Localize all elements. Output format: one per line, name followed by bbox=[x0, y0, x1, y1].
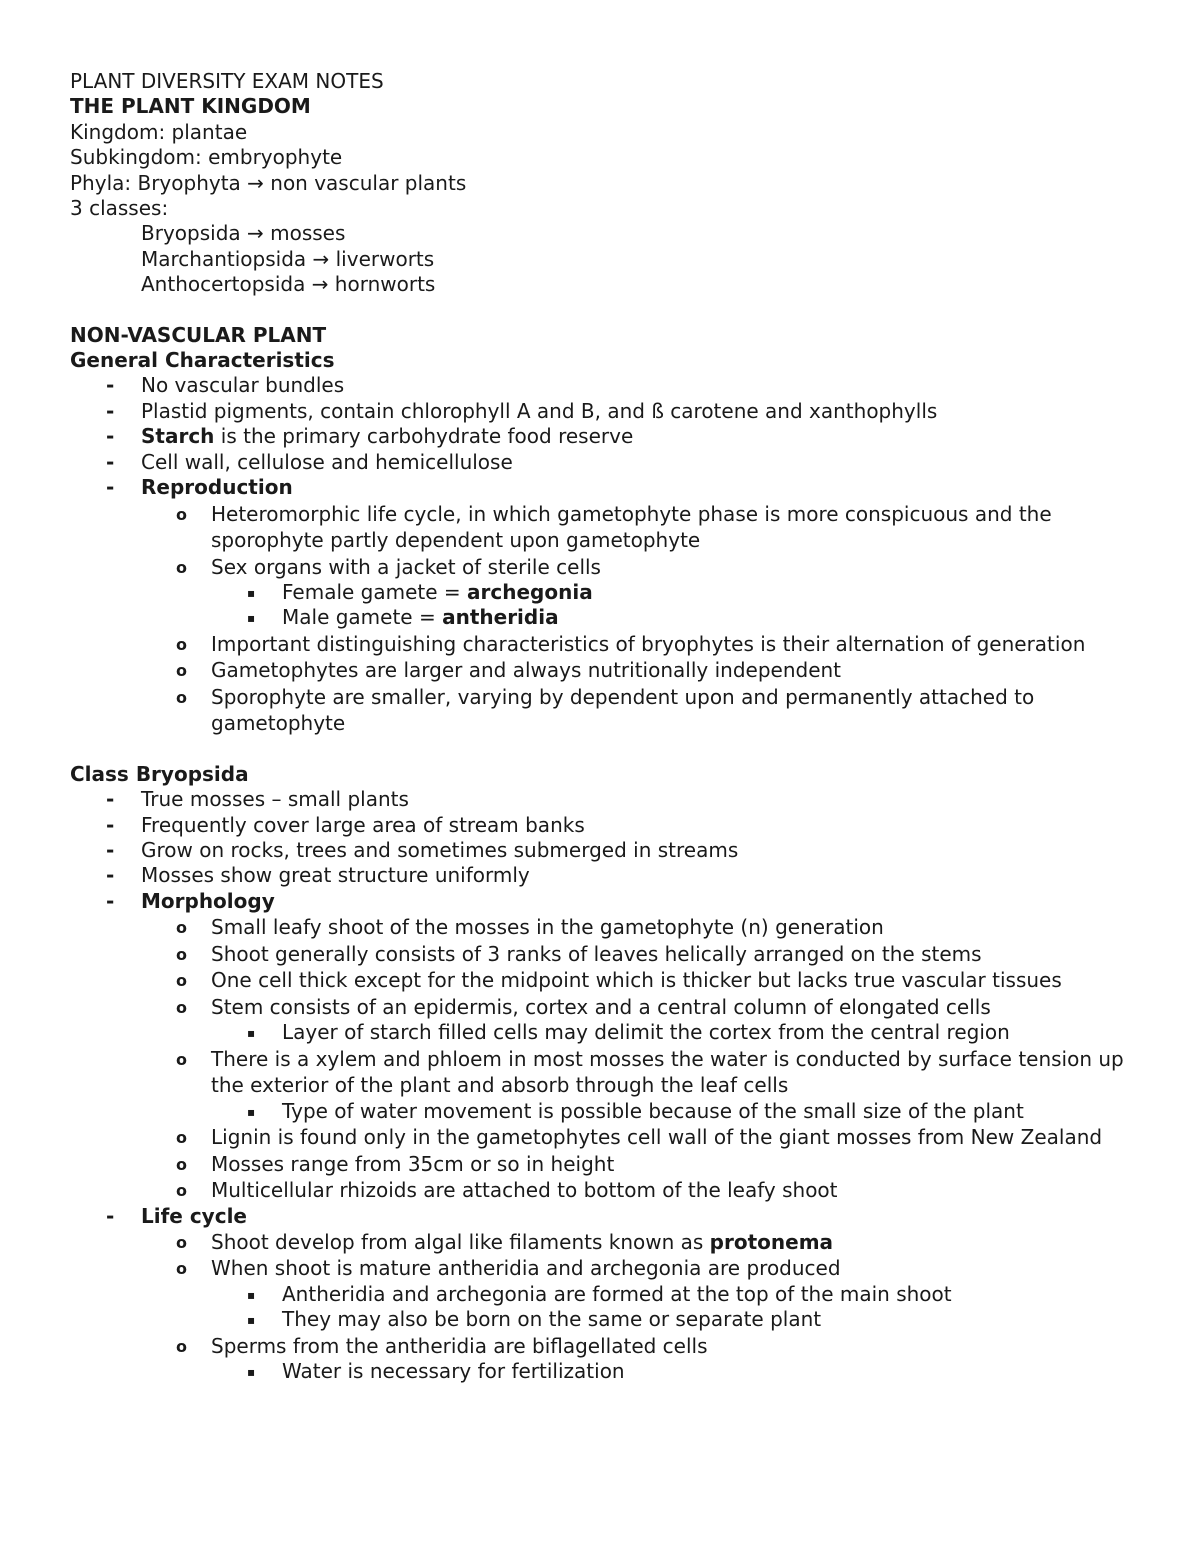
document-title: PLANT DIVERSITY EXAM NOTES bbox=[70, 69, 384, 93]
list-item: - Grow on rocks, trees and sometimes submerged in streams bbox=[106, 838, 739, 863]
dash-bullet: - bbox=[106, 863, 115, 888]
kingdom-line: Kingdom: plantae bbox=[70, 119, 248, 144]
circle-bullet: o bbox=[176, 557, 187, 577]
dash-bullet: - bbox=[106, 838, 115, 863]
list-item: ▪ Layer of starch filled cells may delimit the cortex from the central region bbox=[70, 1020, 1160, 1045]
dash-bullet: - bbox=[106, 424, 115, 449]
class-marchantiopsida: Marchantiopsida → liverworts bbox=[141, 246, 435, 271]
circle-bullet: o bbox=[176, 661, 187, 681]
subkingdom-line: Subkingdom: embryophyte bbox=[70, 145, 343, 170]
list-item: o There is a xylem and phloem in most mosses the water is conducted by surface tension up the exterior of the plant and absorb through the leaf cells bbox=[176, 1046, 1124, 1098]
circle-bullet: o bbox=[176, 1259, 187, 1279]
list-item: - Starch is the primary carbohydrate food reserve bbox=[106, 424, 634, 449]
list-item: o Small leafy shoot of the mosses in the gametophyte (n) generation bbox=[176, 915, 884, 940]
list-item: - Frequently cover large area of stream banks bbox=[106, 812, 585, 837]
list-item: o Lignin is found only in the gametophytes cell wall of the giant mosses from New Zealand bbox=[176, 1125, 1103, 1150]
square-bullet: ▪ bbox=[247, 1365, 256, 1380]
square-bullet: ▪ bbox=[247, 1026, 256, 1041]
list-item: o Important distinguishing characteristics of bryophytes is their alternation of generation bbox=[176, 631, 1086, 656]
dash-bullet: - bbox=[106, 398, 115, 423]
circle-bullet: o bbox=[176, 634, 187, 654]
list-item: o Heteromorphic life cycle, in which gametophyte phase is more conspicuous and the sporophyte partly dependent upon gametophyte bbox=[176, 501, 1052, 552]
spacer bbox=[70, 298, 1160, 323]
list-item: o Stem consists of an epidermis, cortex and a central column of elongated cells bbox=[176, 994, 991, 1019]
non-vascular-heading: NON-VASCULAR PLANT bbox=[70, 322, 327, 347]
list-item: ▪ Type of water movement is possible because of the small size of the plant bbox=[70, 1099, 1160, 1124]
dash-bullet: - bbox=[106, 1203, 115, 1228]
list-item: - Plastid pigments, contain chlorophyll A and B, and ß carotene and xanthophylls bbox=[106, 398, 938, 423]
square-bullet: ▪ bbox=[247, 1104, 256, 1119]
phyla-line: Phyla: Bryophyta → non vascular plants bbox=[70, 170, 467, 195]
square-bullet: ▪ bbox=[247, 586, 256, 600]
square-bullet: ▪ bbox=[247, 1287, 256, 1302]
list-item: o Sperms from the antheridia are biflagellated cells bbox=[176, 1333, 708, 1358]
list-item: - No vascular bundles bbox=[106, 373, 345, 398]
square-bullet: ▪ bbox=[247, 611, 256, 626]
dash-bullet: - bbox=[106, 812, 115, 837]
class-bryopsida-heading: Class Bryopsida bbox=[70, 761, 249, 786]
list-item: o Gametophytes are larger and always nutritionally independent bbox=[176, 658, 842, 683]
spacer bbox=[70, 737, 1160, 762]
circle-bullet: o bbox=[176, 1154, 187, 1174]
reproduction-heading: - Reproduction bbox=[106, 475, 293, 500]
list-item: ▪ They may also be born on the same or separate plant bbox=[70, 1307, 1160, 1332]
classes-label: 3 classes: bbox=[70, 196, 169, 221]
life-cycle-heading: - Life cycle bbox=[106, 1203, 247, 1228]
list-item: o Sporophyte are smaller, varying by dependent upon and permanently attached to gametophyte bbox=[176, 684, 1035, 736]
circle-bullet: o bbox=[176, 918, 187, 938]
document-page bbox=[70, 69, 1160, 1385]
class-bryopsida: Bryopsida → mosses bbox=[141, 221, 346, 246]
circle-bullet: o bbox=[176, 1181, 187, 1201]
dash-bullet: - bbox=[106, 787, 115, 812]
circle-bullet: o bbox=[176, 997, 187, 1017]
list-item: o Mosses range from 35cm or so in height bbox=[176, 1151, 615, 1176]
general-characteristics-heading: General Characteristics bbox=[70, 348, 335, 373]
class-anthocertopsida: Anthocertopsida → hornworts bbox=[141, 272, 436, 297]
list-item: o Multicellular rhizoids are attached to bottom of the leafy shoot bbox=[176, 1178, 838, 1203]
circle-bullet: o bbox=[176, 1232, 187, 1252]
list-item: - Cell wall, cellulose and hemicellulose bbox=[106, 449, 513, 474]
list-item: ▪ Antheridia and archegonia are formed at the top of the main shoot bbox=[70, 1282, 1160, 1307]
list-item: o Shoot generally consists of 3 ranks of leaves helically arranged on the stems bbox=[176, 941, 982, 966]
circle-bullet: o bbox=[176, 687, 187, 707]
circle-bullet: o bbox=[176, 944, 187, 964]
list-item: o Shoot develop from algal like filaments known as protonema bbox=[176, 1229, 834, 1254]
list-item: o When shoot is mature antheridia and archegonia are produced bbox=[176, 1256, 841, 1281]
list-item: o One cell thick except for the midpoint which is thicker but lacks true vascular tissues bbox=[176, 968, 1062, 993]
circle-bullet: o bbox=[176, 1128, 187, 1148]
dash-bullet: - bbox=[106, 373, 115, 398]
list-item: ▪ Male gamete = antheridia bbox=[70, 605, 1160, 630]
circle-bullet: o bbox=[176, 504, 187, 524]
section-title-plant-kingdom: THE PLANT KINGDOM bbox=[70, 94, 311, 119]
morphology-heading: - Morphology bbox=[106, 888, 275, 913]
list-item: - True mosses – small plants bbox=[106, 787, 409, 812]
list-item: ▪ Female gamete = archegonia bbox=[70, 580, 1160, 605]
list-item: ▪ Water is necessary for fertilization bbox=[70, 1359, 1160, 1384]
circle-bullet: o bbox=[176, 971, 187, 991]
list-item: o Sex organs with a jacket of sterile cells bbox=[176, 554, 601, 579]
dash-bullet: - bbox=[106, 475, 115, 500]
circle-bullet: o bbox=[176, 1336, 187, 1356]
dash-bullet: - bbox=[106, 888, 115, 913]
circle-bullet: o bbox=[176, 1049, 187, 1069]
list-item: - Mosses show great structure uniformly bbox=[106, 863, 530, 888]
square-bullet: ▪ bbox=[247, 1313, 256, 1328]
dash-bullet: - bbox=[106, 449, 115, 474]
